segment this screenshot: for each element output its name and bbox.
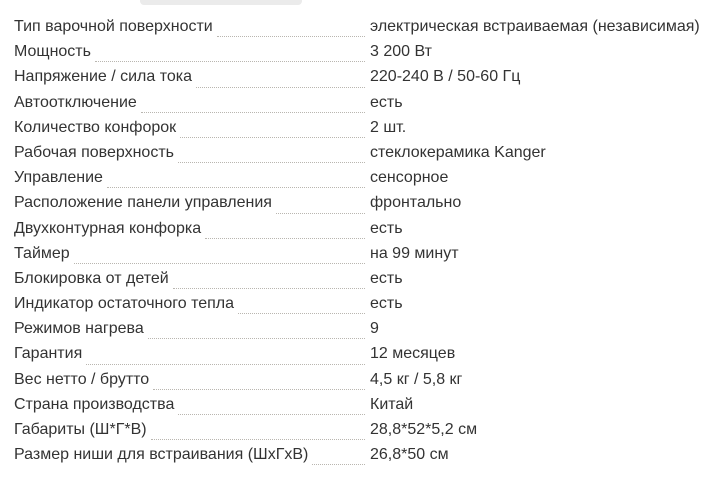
dotted-leader bbox=[141, 112, 365, 113]
dotted-leader bbox=[173, 288, 365, 289]
spec-row bbox=[14, 14, 705, 39]
spec-label-cell bbox=[14, 64, 370, 89]
spec-value: Китай bbox=[370, 395, 414, 413]
dotted-leader bbox=[205, 238, 365, 239]
spec-value: 28,8*52*5,2 см bbox=[370, 421, 478, 438]
spec-row bbox=[14, 39, 705, 64]
spec-row bbox=[14, 316, 705, 341]
spec-label-cell bbox=[14, 291, 370, 316]
spec-value: есть bbox=[370, 219, 403, 237]
dotted-leader bbox=[312, 464, 365, 465]
spec-label: Гарантия bbox=[14, 341, 85, 366]
dotted-leader bbox=[86, 364, 365, 365]
spec-row bbox=[14, 90, 705, 115]
dotted-leader bbox=[148, 338, 365, 339]
spec-label-cell bbox=[14, 241, 370, 266]
spec-label: Количество конфорок bbox=[14, 115, 179, 140]
spec-label-cell bbox=[14, 442, 370, 467]
dotted-leader bbox=[180, 137, 365, 138]
spec-label-cell bbox=[14, 140, 370, 165]
spec-label: Индикатор остаточного тепла bbox=[14, 291, 237, 316]
dotted-leader bbox=[153, 389, 365, 390]
spec-value: 12 месяцев bbox=[370, 345, 456, 363]
spec-row bbox=[14, 216, 705, 241]
spec-label-cell bbox=[14, 216, 370, 241]
spec-label: Расположение панели управления bbox=[14, 190, 275, 215]
spec-label: Автоотключение bbox=[14, 90, 140, 115]
spec-row bbox=[14, 266, 705, 291]
spec-value: 3 200 Вт bbox=[370, 43, 432, 61]
spec-value: 26,8*50 см bbox=[370, 446, 449, 464]
specifications-table bbox=[14, 14, 705, 467]
spec-label-cell bbox=[14, 266, 370, 291]
spec-value: 220-240 В / 50-60 Гц bbox=[370, 68, 521, 86]
spec-label: Управление bbox=[14, 165, 106, 190]
spec-label: Рабочая поверхность bbox=[14, 140, 177, 165]
spec-row bbox=[14, 291, 705, 316]
spec-value: на 99 минут bbox=[370, 244, 459, 262]
spec-value: есть bbox=[370, 295, 403, 313]
dotted-leader bbox=[95, 61, 365, 62]
spec-label: Блокировка от детей bbox=[14, 266, 172, 291]
spec-label: Режимов нагрева bbox=[14, 316, 147, 341]
dotted-leader bbox=[217, 36, 365, 37]
spec-value: электрическая встраиваемая (независимая) bbox=[370, 18, 700, 35]
spec-label: Габариты (Ш*Г*В) bbox=[14, 417, 150, 442]
spec-label-cell bbox=[14, 90, 370, 115]
spec-row bbox=[14, 140, 705, 165]
dotted-leader bbox=[196, 87, 365, 88]
spec-label-cell bbox=[14, 316, 370, 341]
spec-row bbox=[14, 115, 705, 140]
spec-label-cell bbox=[14, 392, 370, 417]
spec-row bbox=[14, 241, 705, 266]
spec-row bbox=[14, 392, 705, 417]
spec-label: Напряжение / сила тока bbox=[14, 64, 195, 89]
dotted-leader bbox=[151, 439, 365, 440]
spec-label-cell bbox=[14, 341, 370, 366]
spec-label-cell bbox=[14, 367, 370, 392]
spec-label-cell bbox=[14, 115, 370, 140]
dotted-leader bbox=[178, 162, 365, 163]
dotted-leader bbox=[238, 313, 365, 314]
spec-label: Тип варочной поверхности bbox=[14, 14, 216, 39]
spec-value: 4,5 кг / 5,8 кг bbox=[370, 370, 463, 388]
spec-label: Таймер bbox=[14, 241, 73, 266]
spec-row bbox=[14, 367, 705, 392]
spec-row bbox=[14, 165, 705, 190]
spec-label: Двухконтурная конфорка bbox=[14, 216, 204, 241]
dotted-leader bbox=[178, 414, 365, 415]
spec-value: сенсорное bbox=[370, 169, 449, 187]
spec-row bbox=[14, 64, 705, 89]
spec-value: есть bbox=[370, 93, 403, 111]
spec-label: Размер ниши для встраивания (ШхГхВ) bbox=[14, 442, 311, 467]
spec-label: Страна производства bbox=[14, 392, 177, 417]
dotted-leader bbox=[107, 187, 365, 188]
cutoff-tab-fragment bbox=[140, 0, 302, 5]
dotted-leader bbox=[276, 213, 365, 214]
spec-value: есть bbox=[370, 269, 403, 287]
spec-value: фронтально bbox=[370, 194, 462, 212]
spec-label-cell bbox=[14, 190, 370, 215]
spec-value: 2 шт. bbox=[370, 118, 407, 136]
spec-row bbox=[14, 190, 705, 215]
spec-label-cell bbox=[14, 39, 370, 64]
spec-row bbox=[14, 341, 705, 366]
spec-value: стеклокерамика Kanger bbox=[370, 143, 546, 161]
spec-label: Мощность bbox=[14, 39, 94, 64]
spec-label: Вес нетто / брутто bbox=[14, 367, 152, 392]
spec-value: 9 bbox=[370, 320, 379, 338]
spec-label-cell bbox=[14, 165, 370, 190]
spec-row bbox=[14, 442, 705, 467]
spec-label-cell bbox=[14, 14, 370, 39]
spec-row bbox=[14, 417, 705, 442]
spec-label-cell bbox=[14, 417, 370, 442]
dotted-leader bbox=[74, 263, 365, 264]
